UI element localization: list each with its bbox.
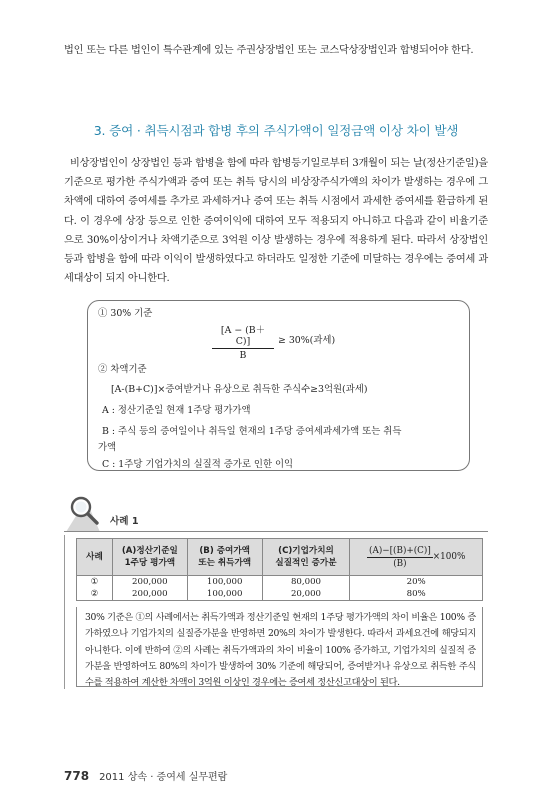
book-title: 2011 상속 · 증여세 실무편람 <box>99 772 228 783</box>
header-formula <box>350 539 483 576</box>
ratio-numerator: [A − (B＋C)] <box>212 322 274 349</box>
page-footer <box>64 768 227 783</box>
criteria-box <box>87 300 470 471</box>
cell-b: 100,000 <box>187 588 262 601</box>
ratio-denominator: B <box>239 350 247 361</box>
definition-a: A : 정산기준일 현재 1주당 평가가액 <box>102 405 251 416</box>
header-b-line1: (B) 증여가액 <box>199 546 250 556</box>
header-case: 사례 <box>77 539 113 576</box>
cell-ratio: 80% <box>350 588 483 601</box>
header-c-line1: (C)기업가치의 <box>278 546 334 556</box>
intro-paragraph: 법인 또는 다른 법인이 특수관계에 있는 주권상장법인 또는 코스닥상장법인과 합병되어야 한다. <box>64 45 474 56</box>
body-paragraph: 비상장법인이 상장법인 등과 합병을 함에 따라 합병등기일로부터 3개월이 되는 날(정산기준일)을 기준으로 평가한 주식가액과 증여 또는 취득 당시의 비상장주식가액의 차이가 발생하는 경우에 그 차액에 대하여 증여세를 추가로 과세하거나 증여 또는 취득 시점에서 과세한 증여세를 환급하게 된다. 이 경우에 상장 등으로 인한 증여이익에 대하여 모두 적용되지 아니하고 다음과 같이 비율기준으로 30%이상이거나 차액기준으로 3억원 이상 발생하는 경우에 적용하게 된다. 따라서 상장법인 등과 합병을 함에 따라 이익이 발생하였다고 하더라도 일정한 기준에 미달하는 경우에는 증여세 과세대상이 되지 아니한다. <box>64 158 488 285</box>
table-row <box>77 576 483 589</box>
ratio-threshold: ≥ 30%(과세) <box>278 335 336 346</box>
header-a <box>112 539 187 576</box>
header-c <box>262 539 350 576</box>
cell-a: 200,000 <box>112 588 187 601</box>
header-a-line2: 1주당 평가액 <box>124 558 176 568</box>
example-divider <box>64 531 488 532</box>
definition-b: B : 주식 등의 증여일이나 취득일 현재의 1주당 증여세과세가액 또는 취득 <box>102 426 402 437</box>
cell-c: 20,000 <box>262 588 350 601</box>
header-b <box>187 539 262 576</box>
cell-case: ② <box>77 588 113 601</box>
criteria-item1-label: ① 30% 기준 <box>98 308 153 319</box>
cell-case: ① <box>77 576 113 589</box>
cell-b: 100,000 <box>187 576 262 589</box>
ratio-formula <box>212 322 274 361</box>
header-formula-tail: ×100% <box>432 552 466 562</box>
header-formula-denominator: (B) <box>393 558 407 569</box>
example-table <box>76 538 483 601</box>
header-b-line2: 또는 취득가액 <box>198 558 252 568</box>
table-header-row <box>77 539 483 576</box>
header-formula-numerator: (A)−[(B)+(C)] <box>369 545 431 556</box>
magnifier-icon <box>64 494 108 532</box>
cell-a: 200,000 <box>112 576 187 589</box>
definition-b-continued: 가액 <box>98 442 117 453</box>
table-row <box>77 588 483 601</box>
header-a-line1: (A)정산기준일 <box>121 546 178 556</box>
definition-c: C : 1주당 기업가치의 실질적 증가로 인한 이익 <box>102 459 294 470</box>
cell-ratio: 20% <box>350 576 483 589</box>
example-explanation: 30% 기준은 ①의 사례에서는 취득가액과 정산기준일 현재의 1주당 평가가액의 차이 비율은 100% 증가하였으나 기업가치의 실질증가분을 반영하면 20%의 차이가 발생한다. 따라서 과세요건에 해당되지 아니한다. 이에 반하여 ②의 사례는 취득가액과의 차이 비율이 100% 증가하고, 기업가치의 실질적 증가분을 반영하여도 80%의 차이가 발생하여 30% 기준에 해당되어, 증여받거나 유상으로 취득한 주식수를 적용하여 계산한 차액이 3억원 이상인 경우에는 증여세 정산신고대상이 된다. <box>76 607 483 687</box>
cell-c: 80,000 <box>262 576 350 589</box>
criteria-item2-label: ② 차액기준 <box>98 364 147 375</box>
example-title: 사례 1 <box>110 516 139 527</box>
header-c-line2: 실질적인 증가분 <box>275 558 337 568</box>
section-title: 3. 증여 · 취득시점과 합병 후의 주식가액이 일정금액 이상 차이 발생 <box>93 123 459 138</box>
page-number: 778 <box>64 769 90 783</box>
difference-formula: [A-(B+C)]×증여받거나 유상으로 취득한 주식수≥3억원(과세) <box>111 384 368 395</box>
